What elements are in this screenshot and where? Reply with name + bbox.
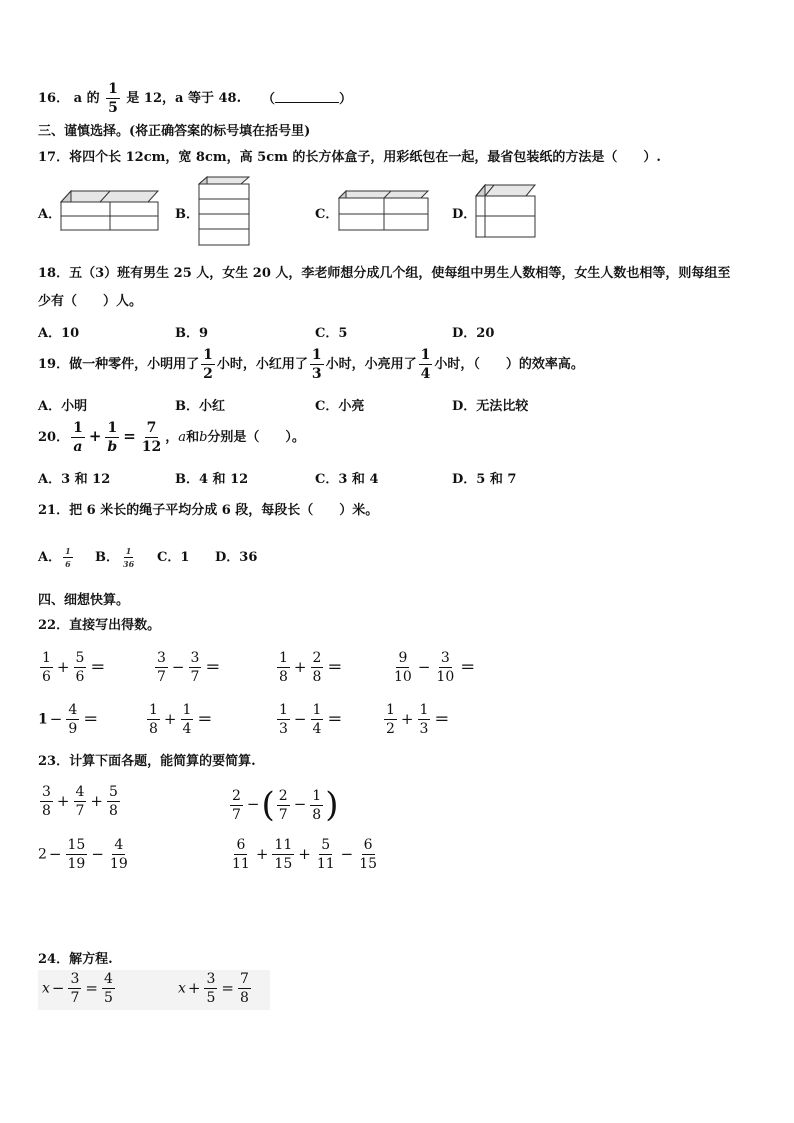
question-17: 17．将四个长 12cm，宽 8cm，高 5cm 的长方体盒子，用彩纸包在一起，最省包装纸的方法是（ ）. xyxy=(38,150,661,165)
question-20: 20． $\frac{1}{a}$ + $\frac{1}{b}$ = $\frac{7}{12}$ ，a和b分别是（ ）。 xyxy=(38,420,305,455)
option-c[interactable]: C． xyxy=(315,207,339,222)
fraction: $\frac{1}{6}$ xyxy=(65,546,71,569)
fraction: $\frac{1}{3}$ xyxy=(311,347,322,382)
question-23-title: 23．计算下面各题，能简算的要简算. xyxy=(38,754,256,769)
mental-math-item[interactable]: $\frac{9}{10}$ − $\frac{3}{10}$ ＝ xyxy=(394,650,476,685)
option-b[interactable]: B．小红 xyxy=(175,399,225,414)
box-arrangement-a xyxy=(60,190,160,232)
section-heading: 三、谨慎选择。(将正确答案的标号填在括号里) xyxy=(38,124,311,139)
mental-math-item[interactable]: $\frac{1}{3}$ − $\frac{1}{4}$ ＝ xyxy=(279,702,343,737)
option-d[interactable]: D．5 和 7 xyxy=(452,472,517,487)
equation[interactable]: x + $\frac{3}{5}$ = $\frac{7}{8}$ xyxy=(178,971,249,1006)
mental-math-item[interactable]: $\frac{1}{8}$ + $\frac{2}{8}$ ＝ xyxy=(279,650,343,685)
option-c[interactable]: C．小亮 xyxy=(315,399,365,414)
question-22-title: 22．直接写出得数。 xyxy=(38,618,161,633)
question-18-line-2: 少有（ ）人。 xyxy=(38,294,143,309)
question-24-title: 24．解方程. xyxy=(38,952,113,967)
option-d[interactable]: D．20 xyxy=(452,326,495,341)
fraction: $\frac{1}{4}$ xyxy=(420,347,431,382)
question-18-line-1: 18．五（3）班有男生 25 人，女生 20 人，李老师想分成几个组，使每组中男生人数相等，女生人数也相等，则每组至 xyxy=(38,266,731,281)
option-d[interactable]: D．无法比较 xyxy=(452,399,529,414)
calc-expression[interactable]: $\frac{6}{11}$ + $\frac{11}{15}$ + $\frac{5}{11}$ − $\frac{6}{15}$ xyxy=(232,837,378,872)
option-c[interactable]: C．3 和 4 xyxy=(315,472,379,487)
option-b[interactable]: B．9 xyxy=(175,326,209,341)
question-19: 19．做一种零件，小明用了 $\frac{1}{2}$ 小时，小红用了 $\frac{1}{3}$ 小时，小亮用了 $\frac{1}{4}$ 小时，（ ）的效率高。 xyxy=(38,347,584,382)
box-arrangement-d xyxy=(475,184,537,238)
option-a[interactable]: A．3 和 12 xyxy=(38,472,111,487)
section-heading: 四、细想快算。 xyxy=(38,593,130,608)
calc-expression[interactable]: 2 − $\frac{15}{19}$ − $\frac{4}{19}$ xyxy=(38,837,128,872)
question-16 xyxy=(38,82,241,115)
option-a[interactable]: A．小明 xyxy=(38,399,88,414)
question-text: a 的 xyxy=(73,91,100,106)
option-a[interactable]: A． xyxy=(38,207,62,222)
mental-math-item[interactable]: $\frac{1}{2}$ + $\frac{1}{3}$ ＝ xyxy=(386,702,450,737)
fraction: $\frac{1}{a}$ xyxy=(73,420,83,455)
option-b[interactable]: B．4 和 12 xyxy=(175,472,249,487)
mental-math-item[interactable]: $\frac{3}{7}$ − $\frac{3}{7}$ ＝ xyxy=(157,650,221,685)
fraction: $\frac{1}{5}$ xyxy=(108,81,118,116)
mental-math-item[interactable]: $\frac{1}{6}$ + $\frac{5}{6}$ ＝ xyxy=(42,650,106,685)
question-21: 21．把 6 米长的绳子平均分成 6 段，每段长（ ）米。 xyxy=(38,503,379,518)
question-text: 是 12，a 等于 48. xyxy=(126,91,242,106)
option-d[interactable]: D．36 xyxy=(215,550,258,565)
option-b[interactable]: B． $\frac{1}{36}$ xyxy=(95,546,135,569)
option-d[interactable]: D． xyxy=(452,207,477,222)
equation[interactable]: x − $\frac{3}{7}$ = $\frac{4}{5}$ xyxy=(42,971,113,1006)
calc-expression[interactable]: $\frac{2}{7}$ −( $\frac{2}{7}$ − $\frac{1}{8}$ ) xyxy=(232,785,339,825)
calc-expression[interactable]: $\frac{3}{8}$ + $\frac{4}{7}$ + $\frac{5}{8}$ xyxy=(42,784,118,819)
box-arrangement-c xyxy=(338,190,430,232)
option-b[interactable]: B． xyxy=(175,207,199,222)
option-c[interactable]: C．1 xyxy=(157,550,190,565)
fraction: $\frac{1}{2}$ xyxy=(203,347,213,382)
box-arrangement-b xyxy=(198,176,250,246)
fraction: $\frac{1}{b}$ xyxy=(107,420,118,455)
mental-math-item[interactable]: $\frac{1}{8}$ + $\frac{1}{4}$ ＝ xyxy=(149,702,213,737)
option-a[interactable]: A．10 xyxy=(38,326,80,341)
answer-blank-16[interactable]: （ ） xyxy=(262,92,353,107)
question-number: 16． xyxy=(38,91,70,106)
option-c[interactable]: C．5 xyxy=(315,326,348,341)
fraction: $\frac{1}{36}$ xyxy=(123,546,135,569)
fraction: $\frac{7}{12}$ xyxy=(141,420,162,455)
option-a[interactable]: A． $\frac{1}{6}$ xyxy=(38,546,71,569)
mental-math-item[interactable]: 1 − $\frac{4}{9}$ ＝ xyxy=(38,702,99,737)
